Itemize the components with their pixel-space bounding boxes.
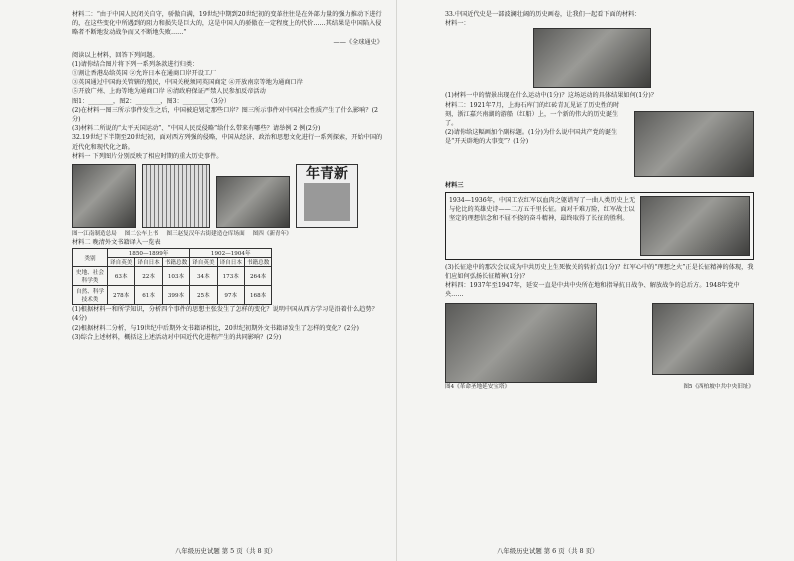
- material2-block: [445, 101, 754, 177]
- translation-table: [72, 248, 272, 305]
- image-row: [72, 164, 383, 228]
- caption-1: 图一江南制造总局: [72, 231, 117, 238]
- newspaper-portrait: [304, 183, 350, 221]
- caption-fig5: 图5《西柏坡中共中央旧址》: [683, 383, 754, 390]
- read-prompt: 阅读以上材料，回答下列问题。: [72, 51, 159, 59]
- table-cell: 399本: [162, 286, 189, 305]
- table-row-label: 史地、社会科学类: [73, 267, 108, 286]
- material3-label: 材料三: [445, 181, 464, 189]
- photo-first-congress: [634, 111, 754, 177]
- caption-fig4: 图4《革命圣地延安宝塔》: [445, 383, 511, 390]
- photo-yanan-pagoda: [445, 303, 597, 383]
- table-cell: 61本: [135, 286, 162, 305]
- table-cell: 173本: [217, 267, 244, 286]
- table-cell: 34本: [190, 267, 217, 286]
- caption-4: 图四《新青年》: [252, 231, 292, 238]
- table-cell: 63本: [108, 267, 135, 286]
- photo-memorial: [142, 164, 210, 228]
- table-row-label: 自然、科学技术类: [73, 286, 108, 305]
- right-page: [397, 0, 794, 561]
- table-header-period-1: 1850—1899年: [108, 249, 190, 258]
- newspaper-title: 年青新: [306, 166, 348, 183]
- question-after-2: (2)根据材料二分析，与19世纪中后期外文书籍译相比，20世纪初期外文书籍译发生了怎样的变化？(2分): [72, 324, 359, 332]
- table-row: [73, 286, 272, 305]
- right-image-row: [445, 303, 754, 383]
- question-2: (2)在材料一图三所示事件发生之后，中国被迫划定那些口岸？图三所示事件对中国社会性质产生了什么影响？(2分): [72, 106, 378, 124]
- question-after-3: (3)综合上述材料，概括这上述活动对中国近代化进程产生的共同影响？(2分): [72, 333, 282, 341]
- question-33-2: (2)请你给这幅画加个副标题。(1分)为什么说中国共产党的诞生是“开天辟地的大事变”？(1分): [445, 129, 618, 146]
- right-footer: 八年级历史试题 第 6 页（共 8 页）: [497, 547, 599, 555]
- table-cell: 97本: [217, 286, 244, 305]
- photo-xibaipo: [652, 303, 754, 375]
- material2-text: 材料二：“由于中国人民闭关自守，骄傲自满，19世纪中期到20世纪初的变革往往是在外部力量的强力推动下进行的，在这些变化中所遇到的阻力和损失是巨大的，这是中国人的骄傲在一定程度上的代价……其结果是中国陷入侵略者不断地发动战争而又不断地失败……”: [72, 11, 382, 37]
- question-33: 33.中国近代史是一部波澜壮阔的历史画卷，让我们一起看下面的材料：: [445, 11, 641, 18]
- table-cell: 25本: [190, 286, 217, 305]
- option-line-3: ⑤开放广州、上海等地为通商口岸 ⑥清政府保证严禁人民参加反帝活动: [72, 88, 266, 96]
- fill-line: 图1：________，图2：________，图3：________（3分）: [72, 97, 231, 105]
- right-material1-label: 材料一：: [445, 20, 470, 28]
- question-32-intro: 32.19世纪下半期至20世纪初，面对西方列强的侵略，中国从经济、政治和思想文化进行一系列探索，开始中国的近代化和现代化之路。: [72, 134, 383, 151]
- table-subheader: 书籍总数: [244, 258, 271, 267]
- photo-arsenal: [72, 164, 136, 228]
- question-1: (1)请你结合图片将下列一系列条款进行归类：: [72, 60, 199, 68]
- left-footer: 八年级历史试题 第 5 页（共 8 页）: [175, 547, 277, 555]
- table-subheader: 译自日本: [217, 258, 244, 267]
- table-cell: 168本: [244, 286, 271, 305]
- caption-2: 图二公车上书: [124, 231, 159, 238]
- photo-street: [216, 176, 290, 228]
- table-row: [73, 267, 272, 286]
- photo-may-fourth: [533, 28, 651, 88]
- table-subheader: 译自日本: [135, 258, 162, 267]
- table-cell: 22本: [135, 267, 162, 286]
- material1-label: 材料一 下列图片分别反映了相应时期的重大历史事件。: [72, 152, 223, 160]
- question-after-1: (1)根据材料一和所学知识，分析四个事件的思想主张发生了怎样的变化？说明中国从西方学习是沿着什么趋势？(4分): [72, 306, 378, 323]
- material2-source: ——《全球通史》: [333, 38, 383, 46]
- right-material2-text: 材料二：1921年7月，上海石库门的红砖青瓦见证了历史性的时刻，浙江嘉兴南湖的游船（红船）上，一个新的伟大的历史诞生了。: [445, 101, 620, 128]
- material2-text-block: [445, 101, 628, 177]
- question-33-3: (3)长征途中的那次会议成为中共历史上生死攸关的转折点(1分)？红军心中的“理想之火”正是长征精神的体现，我们应如何弘扬长征精神(1分)？: [445, 263, 754, 281]
- table-cell: 264本: [244, 267, 271, 286]
- table-header-category: 类别: [73, 249, 108, 267]
- question-3: (3)材料二所说的“太平天国运动”、“中国人民反侵略”给什么带来有哪些？请举例 2 例(2分): [72, 125, 321, 133]
- photo-long-march: [640, 196, 750, 256]
- question-33-1: (1)材料一中的情景出现在什么运动中(1分)？这场运动的具体结果如何(1分)？: [445, 92, 657, 100]
- table-cell: 278本: [108, 286, 135, 305]
- material4-text: 材料四：1937年至1947年，延安一直是中共中央所在地和指导抗日战争、解放战争的总后方。1948年党中央……: [445, 282, 740, 299]
- table-cell: 103本: [162, 267, 189, 286]
- option-line-1: ①割让香港岛给英国 ②允许日本在通商口岸开设工厂: [72, 70, 217, 78]
- table-subheader: 书籍总数: [162, 258, 189, 267]
- long-march-text: 1934—1936年，中国工农红军以血肉之躯谱写了一曲人类历史上无与伦比的英雄史诗——二万五千里长征。面对千难万险，红军战士以坚定的理想信念和不屈不挠的奋斗精神，最终取得了长征的胜利。: [449, 196, 636, 223]
- table-title: 材料二 晚清外文书籍译入一览表: [72, 239, 161, 247]
- photo-new-youth: [296, 164, 358, 228]
- table-header-period-2: 1902—1904年: [190, 249, 272, 258]
- table-subheader: 译自英美: [190, 258, 217, 267]
- right-caption-row: [445, 383, 754, 391]
- table-subheader: 译自英美: [108, 258, 135, 267]
- caption-3: 图三赵复汉年古街建造仓库场面: [166, 231, 245, 238]
- caption-row: [72, 230, 383, 238]
- long-march-box: [445, 192, 754, 260]
- option-line-2: ③英国通过中国海关管辖的殖民，中国关税须同英国商定 ④开放南京等地为通商口岸: [72, 79, 303, 87]
